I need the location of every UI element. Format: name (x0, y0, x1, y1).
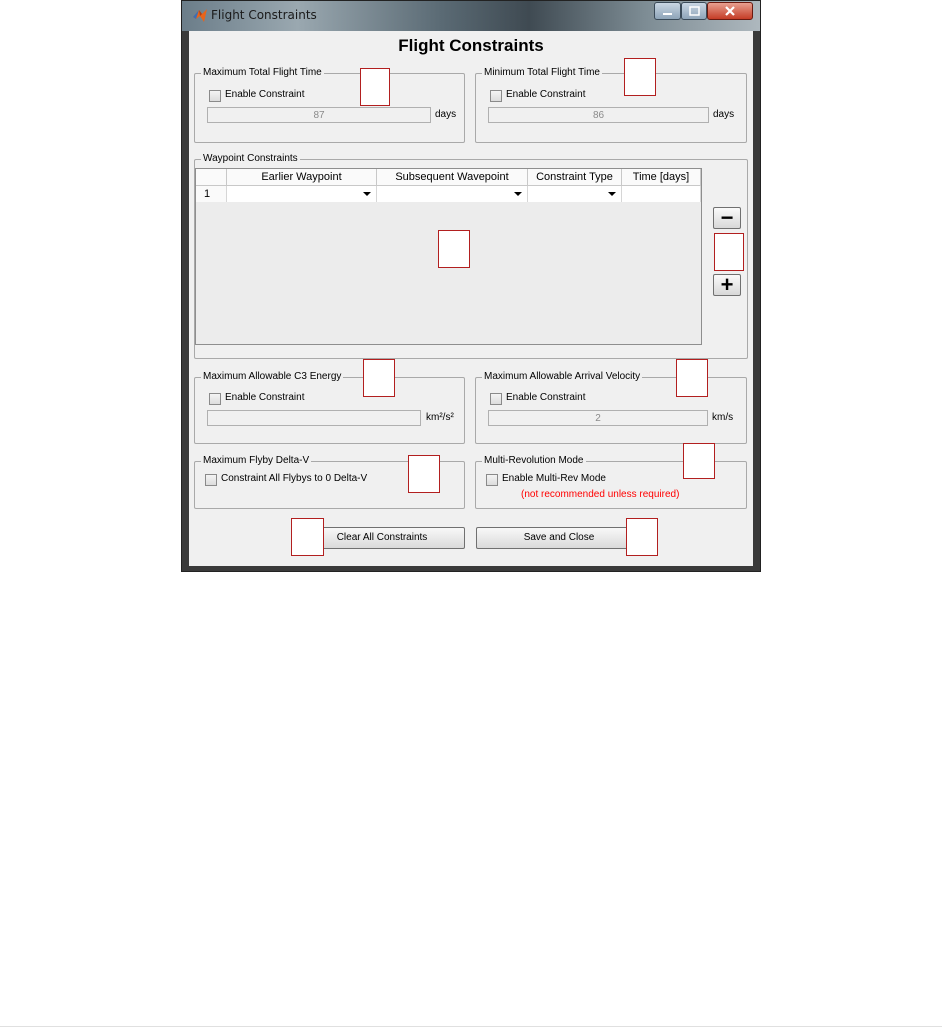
c3-energy-enable-checkbox[interactable] (209, 393, 221, 405)
column-header (196, 169, 227, 186)
column-header[interactable]: Earlier Waypoint (227, 169, 377, 186)
c3-energy-panel (194, 371, 465, 444)
multi-rev-enable-checkbox[interactable] (486, 474, 498, 486)
checkbox-label: Enable Multi-Rev Mode (502, 473, 606, 484)
earlier-waypoint-dropdown[interactable] (227, 186, 377, 202)
multi-rev-warning: (not recommended unless required) (521, 489, 680, 500)
panel-legend: Maximum Flyby Delta-V (203, 455, 310, 466)
matlab-logo-icon (192, 7, 208, 23)
close-icon (708, 3, 752, 19)
flyby-zero-delta-v-checkbox[interactable] (205, 474, 217, 486)
chevron-down-icon (363, 192, 371, 196)
maximize-button[interactable] (681, 2, 707, 20)
annotation-marker (676, 359, 708, 397)
panel-legend: Maximum Allowable Arrival Velocity (484, 371, 641, 382)
max-flight-time-enable-checkbox[interactable] (209, 90, 221, 102)
minimize-button[interactable] (654, 2, 681, 20)
unit-label: days (435, 109, 457, 120)
title-bar[interactable] (182, 1, 760, 31)
max-flight-time-panel (194, 67, 465, 143)
panel-legend: Maximum Allowable C3 Energy (203, 371, 342, 382)
dialog-heading: Flight Constraints (398, 36, 544, 55)
column-header[interactable]: Constraint Type (528, 169, 622, 186)
column-header[interactable]: Subsequent Wavepoint (377, 169, 528, 186)
maximize-icon (682, 3, 706, 19)
window-title: Flight Constraints (211, 8, 317, 22)
max-flight-time-input[interactable]: 87 (207, 107, 431, 123)
row-number: 1 (196, 186, 227, 202)
flight-constraints-window (181, 0, 761, 572)
panel-legend: Minimum Total Flight Time (484, 67, 600, 78)
annotation-marker (626, 518, 658, 556)
chevron-down-icon (514, 192, 522, 196)
min-flight-time-enable-checkbox[interactable] (490, 90, 502, 102)
checkbox-label: Enable Constraint (225, 392, 305, 403)
chevron-down-icon (608, 192, 616, 196)
annotation-marker (363, 359, 395, 397)
c3-energy-input[interactable] (207, 410, 421, 426)
constraint-type-dropdown[interactable] (528, 186, 622, 202)
panel-legend: Waypoint Constraints (203, 153, 298, 164)
annotation-marker (438, 230, 470, 268)
dialog-client-area (189, 31, 753, 566)
annotation-marker (360, 68, 390, 106)
column-header[interactable]: Time [days] (622, 169, 701, 186)
min-flight-time-panel (475, 67, 747, 143)
arrival-velocity-enable-checkbox[interactable] (490, 393, 502, 405)
min-flight-time-input[interactable]: 86 (488, 107, 709, 123)
checkbox-label: Enable Constraint (506, 89, 586, 100)
annotation-marker (291, 518, 324, 556)
minus-icon: − (720, 205, 734, 230)
plus-icon: + (720, 272, 734, 297)
page-divider (0, 1026, 942, 1027)
arrival-velocity-input[interactable]: 2 (488, 410, 708, 426)
checkbox-label: Enable Constraint (225, 89, 305, 100)
clear-all-constraints-button[interactable]: Clear All Constraints (299, 527, 465, 549)
checkbox-label: Enable Constraint (506, 392, 586, 403)
unit-label: km/s (712, 412, 734, 423)
annotation-marker (683, 443, 715, 479)
unit-label: days (713, 109, 735, 120)
panel-legend: Maximum Total Flight Time (203, 67, 322, 78)
save-and-close-button[interactable]: Save and Close (476, 527, 642, 549)
unit-label: km²/s² (426, 412, 454, 423)
minimize-icon (655, 3, 680, 19)
annotation-marker (714, 233, 744, 271)
time-days-cell[interactable] (622, 186, 701, 202)
checkbox-label: Constraint All Flybys to 0 Delta-V (221, 473, 368, 484)
subsequent-waypoint-dropdown[interactable] (377, 186, 528, 202)
close-button[interactable] (707, 2, 753, 20)
annotation-marker (624, 58, 656, 96)
annotation-marker (408, 455, 440, 493)
remove-row-button[interactable] (713, 207, 741, 229)
panel-legend: Multi-Revolution Mode (484, 455, 584, 466)
add-row-button[interactable] (713, 274, 741, 296)
